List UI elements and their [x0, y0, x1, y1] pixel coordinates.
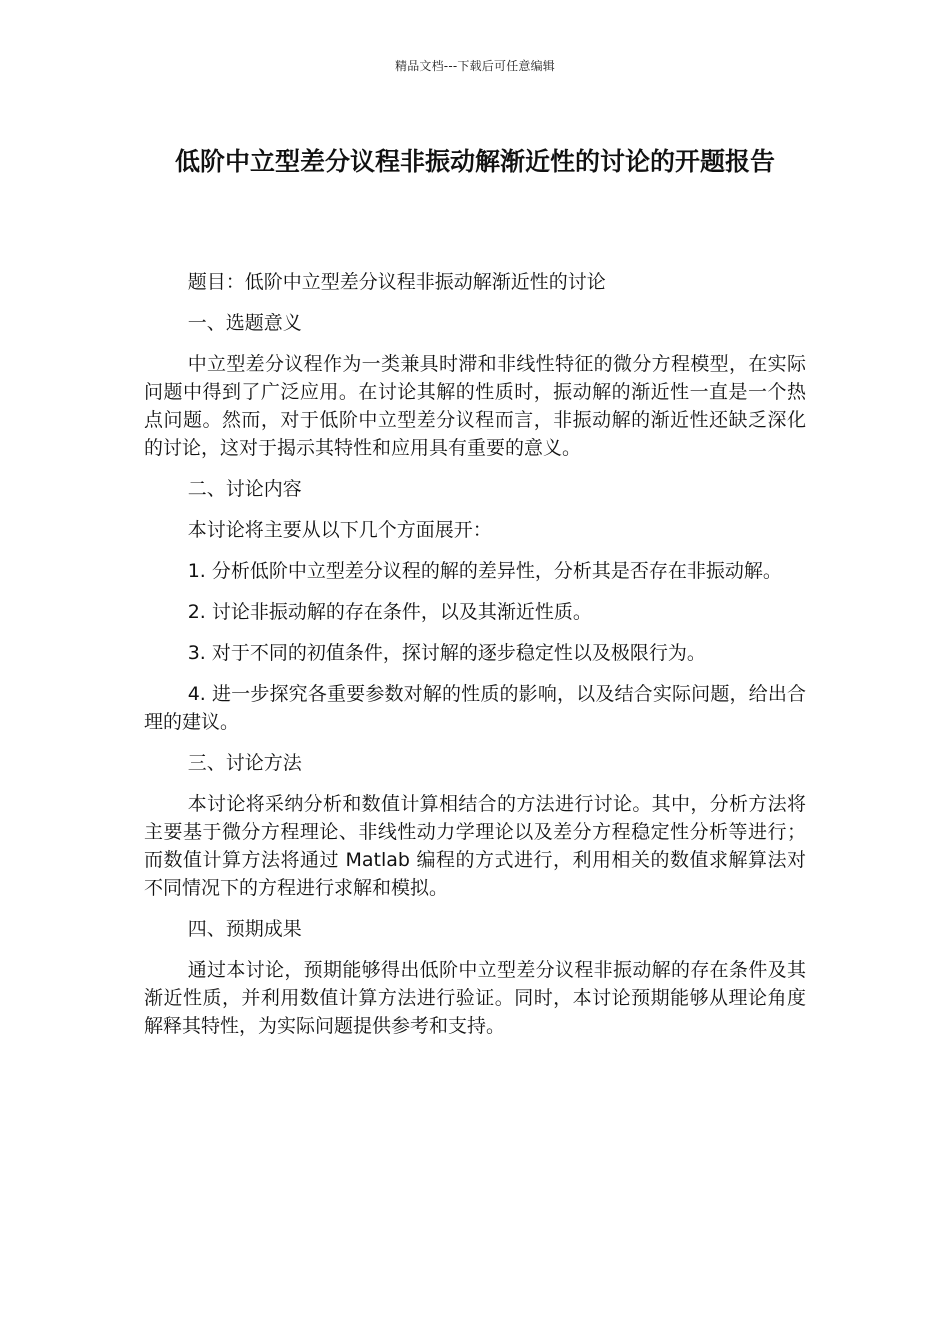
section-intro-content: 本讨论将主要从以下几个方面展开： — [187, 519, 492, 541]
section-heading-significance: 一、选题意义 — [187, 312, 302, 334]
section-heading-method: 三、讨论方法 — [187, 752, 302, 774]
list-item: 4. 进一步探究各重要参数对解的性质的影响，以及结合实际问题，给出合理的建议。 — [144, 683, 806, 733]
list-item: 3. 对于不同的初值条件，探讨解的逐步稳定性以及极限行为。 — [187, 642, 706, 664]
section-body-results: 通过本讨论，预期能够得出低阶中立型差分议程非振动解的存在条件及其渐近性质，并利用数值计算方法进行验证。同时，本讨论预期能够从理论角度解释其特性，为实际问题提供参考和支持。 — [144, 959, 806, 1037]
document-title: 低阶中立型差分议程非振动解渐近性的讨论的开题报告 — [174, 147, 775, 176]
section-body-method: 本讨论将采纳分析和数值计算相结合的方法进行讨论。其中，分析方法将主要基于微分方程理论、非线性动力学理论以及差分方程稳定性分析等进行；而数值计算方法将通过 Matlab 编程的方式进行，利用相关的数值求解算法对不同情况下的方程进行求解和模拟。 — [144, 793, 806, 899]
list-item: 1. 分析低阶中立型差分议程的解的差异性，分析其是否存在非振动解。 — [187, 560, 782, 582]
document-body — [144, 268, 806, 1053]
header-note: 精品文档---下载后可任意编辑 — [395, 59, 555, 73]
section-heading-content: 二、讨论内容 — [187, 478, 302, 500]
list-item: 2. 讨论非振动解的存在条件，以及其渐近性质。 — [187, 601, 592, 623]
topic-line: 题目：低阶中立型差分议程非振动解渐近性的讨论 — [187, 271, 606, 293]
section-heading-results: 四、预期成果 — [187, 918, 302, 940]
section-body-significance: 中立型差分议程作为一类兼具时滞和非线性特征的微分方程模型，在实际问题中得到了广泛应用。在讨论其解的性质时，振动解的渐近性一直是一个热点问题。然而，对于低阶中立型差分议程而言，非振动解的渐近性还缺乏深化的讨论，这对于揭示其特性和应用具有重要的意义。 — [144, 353, 806, 459]
